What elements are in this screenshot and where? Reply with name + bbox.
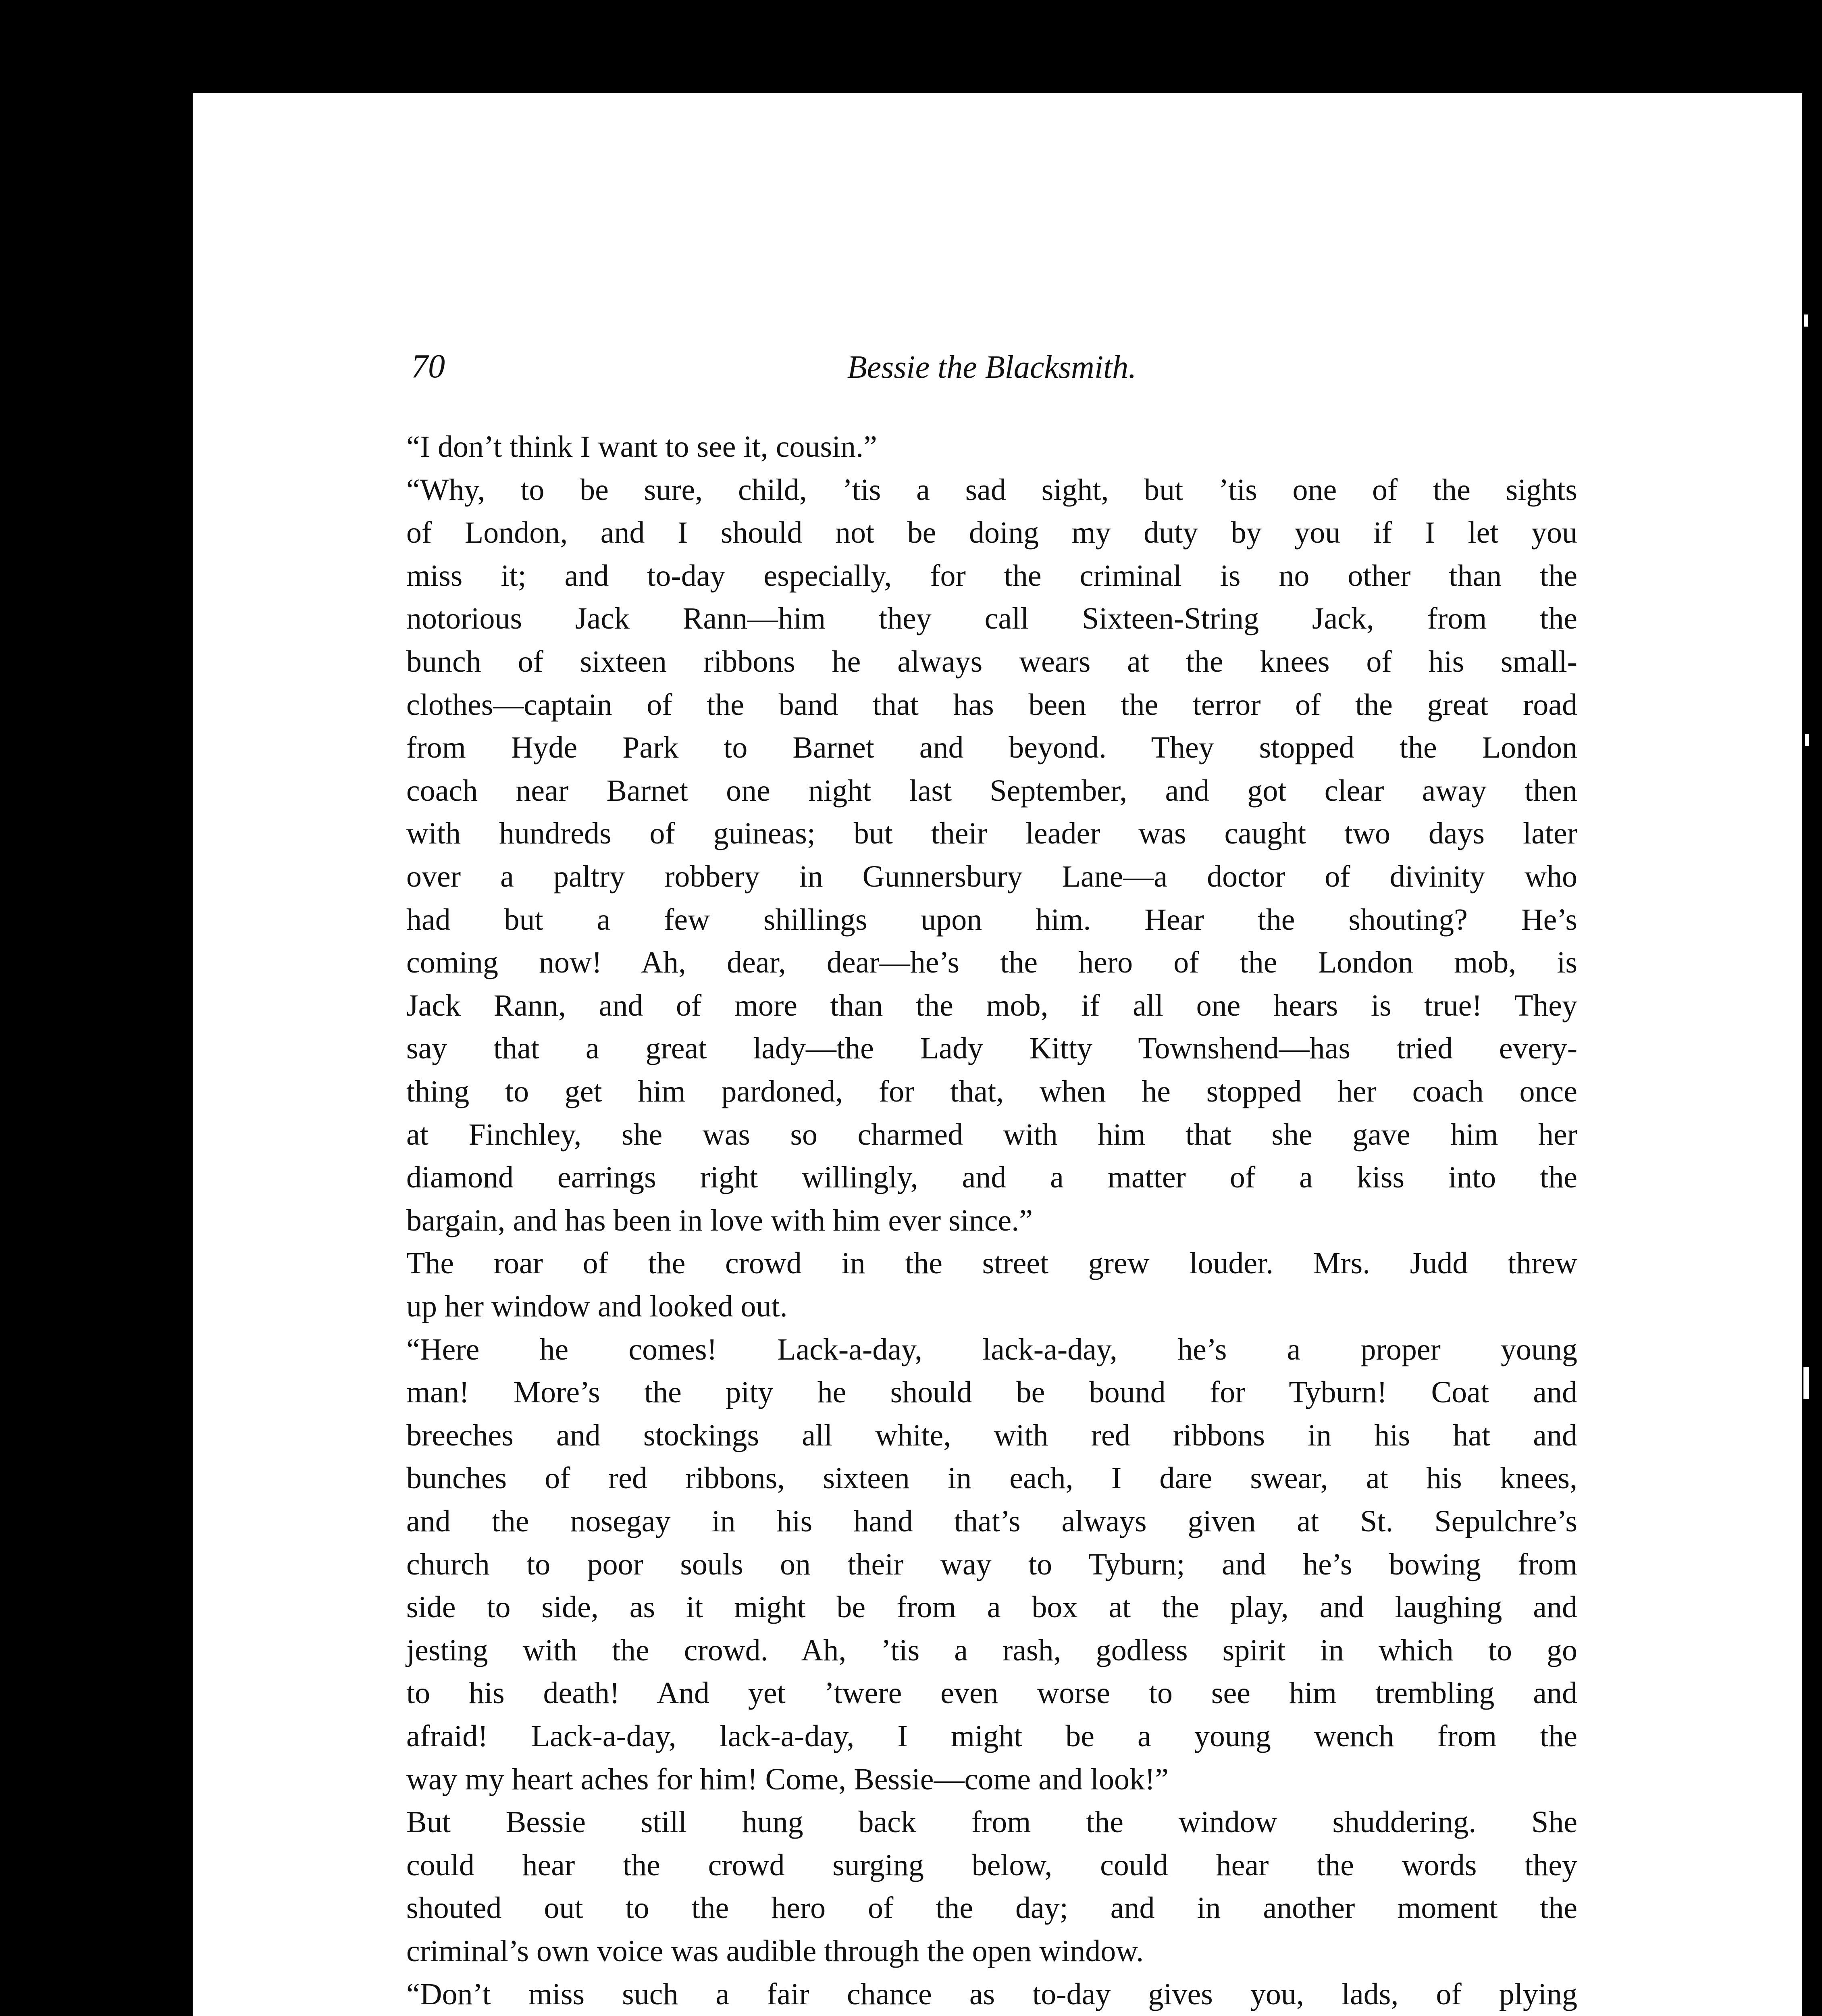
text-line: Jack Rann, and of more than the mob, if all one hears is true! They [406, 988, 1577, 1023]
text-line: with hundreds of guineas; but their leader was caught two days later [406, 816, 1577, 851]
text-line: at Finchley, she was so charmed with him that she gave him her [406, 1117, 1577, 1152]
text-line: up her window and looked out. [406, 1289, 788, 1323]
text-line: “Why, to be sure, child, ’tis a sad sight, but ’tis one of the sights [406, 473, 1577, 507]
text-line: coach near Barnet one night last September, and got clear away then [406, 773, 1577, 808]
text-line: and the nosegay in his hand that’s always given at St. Sepulchre’s [406, 1504, 1577, 1538]
edge-speck [1804, 314, 1808, 327]
text-line: notorious Jack Rann—him they call Sixteen-String Jack, from the [406, 602, 1577, 636]
text-line: could hear the crowd surging below, could hear the words they [406, 1848, 1577, 1882]
text-line: criminal’s own voice was audible through the open window. [406, 1934, 1144, 1968]
text-line: clothes—captain of the band that has been the terror of the great road [406, 687, 1577, 722]
text-line: “Don’t miss such a fair chance as to-day gives you, lads, of plying [406, 1977, 1577, 2011]
text-line: breeches and stockings all white, with red ribbons in his hat and [406, 1418, 1577, 1452]
text-line: from Hyde Park to Barnet and beyond. They stopped the London [406, 731, 1577, 765]
text-line: thing to get him pardoned, for that, when he stopped her coach once [406, 1075, 1577, 1108]
running-head: Bessie the Blacksmith. [847, 350, 1137, 385]
edge-speck [1803, 1367, 1809, 1399]
text-line: man! More’s the pity he should be bound for Tyburn! Coat and [406, 1375, 1577, 1410]
text-line: But Bessie still hung back from the window shuddering. She [406, 1805, 1577, 1839]
text-line: of London, and I should not be doing my duty by you if I let you [406, 516, 1577, 550]
edge-speck [1805, 734, 1809, 746]
text-line: side to side, as it might be from a box at the play, and laughing and [406, 1590, 1577, 1624]
text-line: miss it; and to-day especially, for the criminal is no other than the [406, 558, 1577, 593]
text-line: say that a great lady—the Lady Kitty Townshend—has tried every- [406, 1031, 1577, 1066]
text-line: way my heart aches for him! Come, Bessie—come and look!” [406, 1762, 1169, 1796]
text-line: bunch of sixteen ribbons he always wears at the knees of his small- [406, 645, 1577, 679]
text-line: afraid! Lack-a-day, lack-a-day, I might be a young wench from the [406, 1719, 1577, 1753]
text-line: “I don’t think I want to see it, cousin.” [406, 430, 877, 464]
text-line: church to poor souls on their way to Tyburn; and he’s bowing from [406, 1547, 1577, 1581]
page-number: 70 [411, 348, 445, 385]
text-line: had but a few shillings upon him. Hear the shouting? He’s [406, 902, 1577, 937]
text-line: over a paltry robbery in Gunnersbury Lane—a doctor of divinity who [406, 860, 1577, 893]
text-line: jesting with the crowd. Ah, ’tis a rash, godless spirit in which to go [406, 1633, 1577, 1667]
text-line: bargain, and has been in love with him ever since.” [406, 1203, 1033, 1237]
text-line: to his death! And yet ’twere even worse to see him trembling and [406, 1676, 1577, 1710]
text-line: diamond earrings right willingly, and a matter of a kiss into the [406, 1160, 1577, 1195]
text-line: shouted out to the hero of the day; and in another moment the [406, 1891, 1577, 1925]
text-line: The roar of the crowd in the street grew louder. Mrs. Judd threw [406, 1246, 1577, 1281]
text-line: “Here he comes! Lack-a-day, lack-a-day, he’s a proper young [406, 1332, 1577, 1366]
text-line: bunches of red ribbons, sixteen in each, I dare swear, at his knees, [406, 1461, 1577, 1495]
text-line: coming now! Ah, dear, dear—he’s the hero of the London mob, is [406, 946, 1577, 980]
